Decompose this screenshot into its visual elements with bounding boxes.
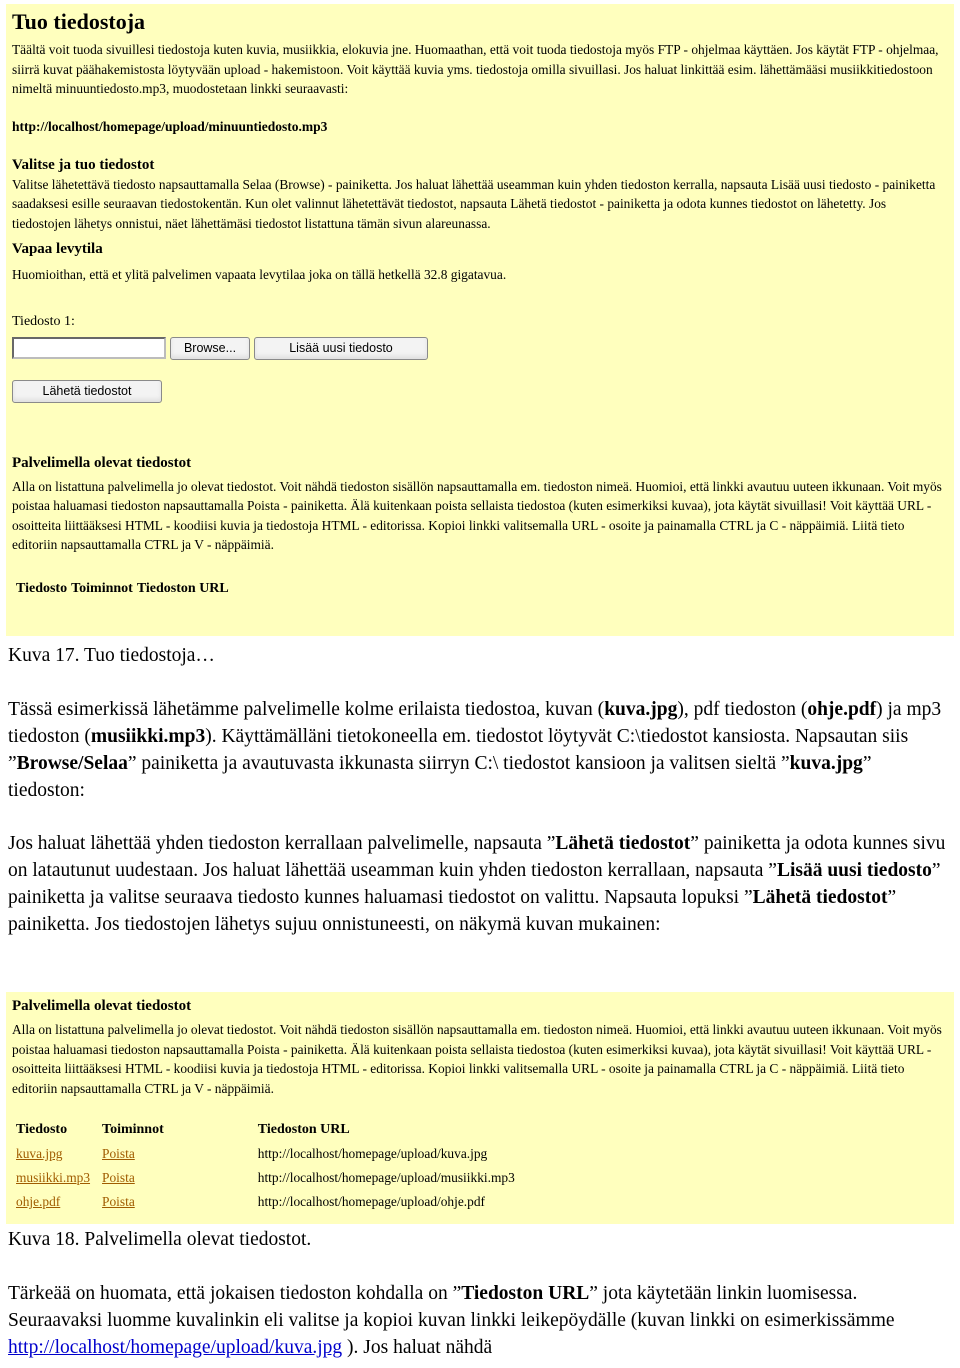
bold-text: Lisää uusi tiedosto xyxy=(776,860,932,881)
file-path-input[interactable] xyxy=(12,337,166,359)
page-title: Tuo tiedostoja xyxy=(12,9,146,34)
server-files-text: Alla on listattuna palvelimella jo olevat tiedostot. Voit nähdä tiedoston sisällön napsauttamalla em. tiedoston nimeä. Huomioi, että linkki avautuu uuteen ikkunaan. Voit myös poistaa haluamasi tiedoston napsauttamalla Poista - painiketta. Älä kuitenkaan poista sellaista tiedostoa (kuten esimerkiksi kuvaa), jota käytät sivuillasi! Voit käyttää URL - osoitteita liittääksesi HTML - koodiisi kuvia ja tiedostoja HTML - editorissa. Kopioi linkki valitsemalla URL - osoite ja painamalla CTRL ja C - näppäimiä. Liitä tieto editoriin napsauttamalla CTRL ja V - näppäimiä. xyxy=(12,478,942,552)
col-actions-header: Toiminnot xyxy=(71,580,133,596)
figure-18-caption: Kuva 18. Palvelimella olevat tiedostot. xyxy=(8,1229,312,1250)
text: ” jota käytetään linkin luomisessa. Seuraavaksi luomme kuvalinkin eli valitse ja kopioi kuvan linkki leikepöydälle (kuvan linkki on esimerkissämme xyxy=(8,1283,895,1331)
bold-text: Lähetä tiedostot xyxy=(752,887,888,908)
paragraph-3 xyxy=(8,1280,952,1361)
file-link[interactable]: musiikki.mp3 xyxy=(16,1170,91,1185)
table-header-row xyxy=(12,1118,523,1142)
server-files-heading: Palvelimella olevat tiedostot xyxy=(12,998,192,1014)
col-file-header: Tiedosto xyxy=(16,580,68,596)
server-files-table xyxy=(12,1118,523,1214)
browse-button[interactable]: Browse... xyxy=(170,337,250,360)
figure-17-caption: Kuva 17. Tuo tiedostoja… xyxy=(8,645,215,666)
delete-link[interactable]: Poista xyxy=(102,1146,135,1161)
text: ). Käyttämälläni tietokoneella em. tiedostot löytyvät C:\tiedostot kansiosta. Napsautan siis ” xyxy=(8,726,909,774)
text: Tärkeää on huomata, että jokaisen tiedoston kohdalla on ” xyxy=(8,1283,462,1304)
bold-text: ohje.pdf xyxy=(807,699,877,720)
delete-link[interactable]: Poista xyxy=(102,1194,135,1209)
col-url-header: Tiedoston URL xyxy=(136,580,229,596)
col-file-header: Tiedosto xyxy=(16,1122,68,1137)
file-url: http://localhost/homepage/upload/musiikki.mp3 xyxy=(257,1170,515,1185)
bold-text: musiikki.mp3 xyxy=(90,726,206,747)
file-url: http://localhost/homepage/upload/ohje.pdf xyxy=(257,1194,485,1209)
text: ” painiketta ja odota kunnes sivu on latautunut uudestaan. Jos haluat lähettää useamman kuin yhden tiedoston kerrallaan, napsauta ” xyxy=(8,833,946,881)
server-files-text: Alla on listattuna palvelimella jo olevat tiedostot. Voit nähdä tiedoston sisällön napsauttamalla em. tiedoston nimeä. Huomioi, että linkki avautuu uuteen ikkunaan. Voit myös poistaa haluamasi tiedoston napsauttamalla Poista - painiketta. Älä kuitenkaan poista sellaista tiedostoa (kuten esimerkiksi kuvaa), jota käytät sivuillasi! Voit käyttää URL - osoitteita liittääksesi HTML - koodiisi kuvia ja tiedostoja HTML - editorissa. Kopioi linkki valitsemalla URL - osoite ja painamalla CTRL ja C - näppäimiä. Liitä tieto editoriin napsauttamalla CTRL ja V - näppäimiä. xyxy=(12,1022,942,1096)
select-heading: Valitse ja tuo tiedostot xyxy=(12,156,155,173)
text: ” painiketta ja avautuvasta ikkunasta siirryn C:\ tiedostot kansioon ja valitsen sieltä ” xyxy=(127,753,790,774)
text: ), pdf tiedoston ( xyxy=(677,699,808,720)
table-row xyxy=(12,1142,523,1166)
space-heading: Vapaa levytila xyxy=(12,241,103,257)
image-url-link[interactable]: http://localhost/homepage/upload/kuva.jpg xyxy=(8,1337,343,1358)
bold-text: kuva.jpg xyxy=(789,753,863,774)
col-actions-header: Toiminnot xyxy=(102,1122,164,1137)
paragraph-2 xyxy=(8,830,952,938)
col-url-header: Tiedoston URL xyxy=(257,1122,350,1137)
bold-text: kuva.jpg xyxy=(604,699,678,720)
table-row xyxy=(12,1190,523,1214)
bold-text: Tiedoston URL xyxy=(461,1283,590,1304)
server-files-screenshot xyxy=(6,992,954,1224)
example-url: http://localhost/homepage/upload/minuuntiedosto.mp3 xyxy=(12,118,328,134)
file-1-label: Tiedosto 1: xyxy=(12,313,75,329)
text: ” tiedoston: xyxy=(8,753,872,801)
text: ” painiketta ja valitse seuraava tiedosto kunnes haluamasi tiedostot on valittu. Napsauta lopuksi ” xyxy=(8,860,941,908)
add-new-file-button[interactable]: Lisää uusi tiedosto xyxy=(254,337,428,360)
file-url: http://localhost/homepage/upload/kuva.jpg xyxy=(257,1146,488,1161)
bold-text: Lähetä tiedostot xyxy=(555,833,691,854)
bold-text: Browse/Selaa xyxy=(16,753,128,774)
server-files-heading: Palvelimella olevat tiedostot xyxy=(12,454,192,471)
text: ” painiketta. Jos tiedostojen lähetys sujuu onnistuneesti, on näkymä kuvan mukainen: xyxy=(8,887,897,935)
file-input-row xyxy=(12,337,948,360)
text: Tässä esimerkissä lähetämme palvelimelle kolme erilaista tiedostoa, kuvan ( xyxy=(8,699,605,720)
upload-page-screenshot xyxy=(6,4,954,636)
file-list-header xyxy=(12,579,948,599)
select-text: Valitse lähetettävä tiedosto napsauttamalla Selaa (Browse) - painiketta. Jos haluat lähettää useamman kuin yhden tiedoston kerralla, napsauta Lisää uusi tiedosto - painiketta saadaksesi esille seuraavan tiedostokentän. Kun olet valinnut lähetettävät tiedostot, napsauta Lähetä tiedostot - painiketta ja odota kunnes tiedostot on lähetetty. Jos tiedostojen lähetys onnistui, näet lähettämäsi tiedostot listattuna tämän sivun alareunassa. xyxy=(12,176,936,231)
text: ) ja mp3 tiedoston ( xyxy=(8,699,942,747)
text: Jos haluat lähettää yhden tiedoston kerrallaan palvelimelle, napsauta ” xyxy=(8,833,556,854)
text: ). Jos haluat nähdä xyxy=(342,1337,493,1358)
send-files-button[interactable]: Lähetä tiedostot xyxy=(12,380,162,403)
file-link[interactable]: kuva.jpg xyxy=(16,1146,63,1161)
table-row xyxy=(12,1166,523,1190)
space-text: Huomioithan, että et ylitä palvelimen vapaata levytilaa joka on tällä hetkellä 32.8 gigatavua. xyxy=(12,267,507,282)
paragraph-1 xyxy=(8,696,952,804)
intro-text: Täältä voit tuoda sivuillesi tiedostoja kuten kuvia, musiikkia, elokuvia jne. Huomaathan, että voit tuoda tiedostoja myös FTP - ohjelmaa käyttäen. Jos käytät FTP - ohjelmaa, siirrä kuvat päähakemistosta löytyvään upload - hakemistoon. Voit käyttää kuvia yms. tiedostoja omilla sivuillasi. Jos haluat linkittää esim. lähettämääsi musiikkitiedostoon nimeltä minuuntiedosto.mp3, muodostetaan linkki seuraavasti: xyxy=(12,42,939,96)
delete-link[interactable]: Poista xyxy=(102,1170,135,1185)
file-link[interactable]: ohje.pdf xyxy=(16,1194,61,1209)
